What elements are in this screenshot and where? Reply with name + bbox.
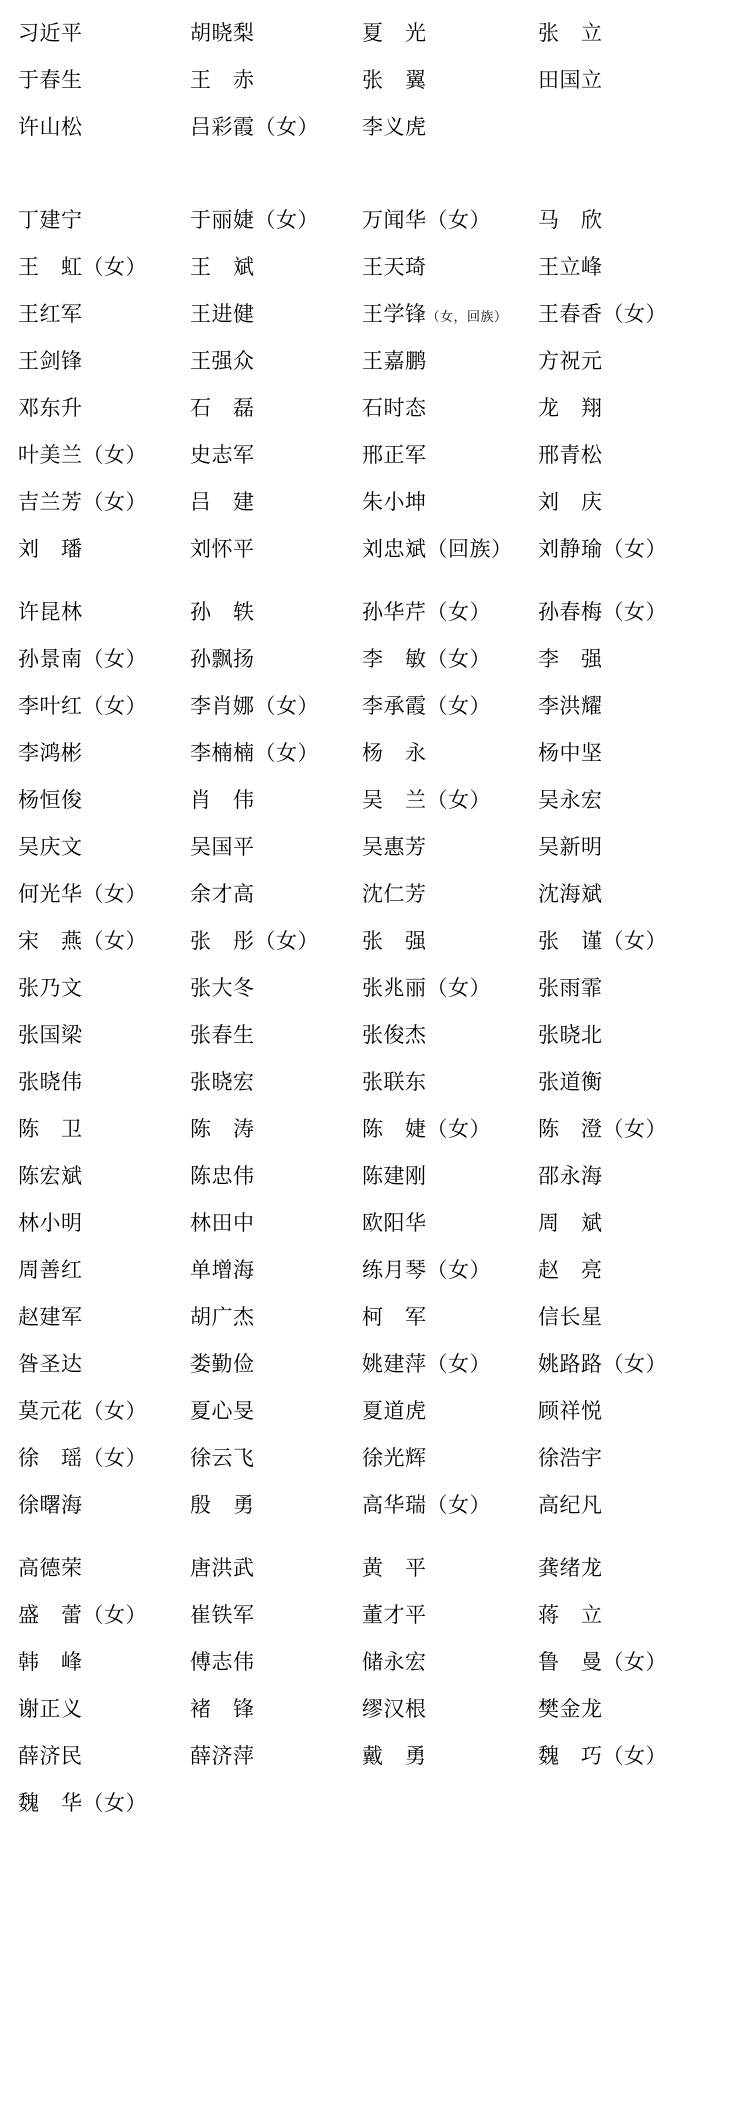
name-cell: 吴新明 (538, 835, 603, 859)
name-cell: 姚路路（女） (538, 1352, 667, 1376)
name-row (18, 1482, 732, 1529)
name-cell: 胡广杰 (190, 1305, 255, 1329)
name-cell: 张道衡 (538, 1070, 603, 1094)
name-cell: 昝圣达 (18, 1352, 83, 1376)
name-cell: 魏 巧（女） (538, 1744, 667, 1768)
name-cell: 王 斌 (190, 255, 255, 279)
name-cell: 蒋 立 (538, 1603, 603, 1627)
name-cell: 信长星 (538, 1305, 603, 1329)
name-cell: 李肖娜（女） (190, 694, 319, 718)
name-cell: 于春生 (18, 68, 83, 92)
name-cell: 崔铁军 (190, 1603, 255, 1627)
name-cell: 于丽婕（女） (190, 208, 319, 232)
name-row (18, 291, 732, 338)
name-cell: 夏 光 (362, 21, 427, 45)
name-cell: 张雨霏 (538, 976, 603, 1000)
name-cell: 刘 庆 (538, 490, 603, 514)
name-cell: 魏 华（女） (18, 1791, 147, 1815)
name-cell: 张兆丽（女） (362, 976, 491, 1000)
name-cell: 张 强 (362, 929, 427, 953)
name-cell: 徐曙海 (18, 1493, 83, 1517)
name-row (18, 1686, 732, 1733)
name-cell: 徐云飞 (190, 1446, 255, 1470)
name-cell: 丁建宁 (18, 208, 83, 232)
name-row (18, 824, 732, 871)
name-row (18, 1388, 732, 1435)
name-cell: 莫元花（女） (18, 1399, 147, 1423)
name-cell: 王进健 (190, 302, 255, 326)
name-cell: 徐浩宇 (538, 1446, 603, 1470)
name-cell: 吕彩霞（女） (190, 115, 319, 139)
name-cell: 张国梁 (18, 1023, 83, 1047)
name-row (18, 1294, 732, 1341)
name-cell: 张 立 (538, 21, 603, 45)
name-row (18, 1545, 732, 1592)
name-cell: 张联东 (362, 1070, 427, 1094)
name-cell: 褚 锋 (190, 1697, 255, 1721)
name-row (18, 1059, 732, 1106)
name-cell: 徐 瑶（女） (18, 1446, 147, 1470)
name-cell: 朱小坤 (362, 490, 427, 514)
name-cell: 姚建萍（女） (362, 1352, 491, 1376)
name-cell: 林小明 (18, 1211, 83, 1235)
name-cell: 张 翼 (362, 68, 427, 92)
name-row (18, 683, 732, 730)
name-cell: 高德荣 (18, 1556, 83, 1580)
name-cell: 薛济萍 (190, 1744, 255, 1768)
group-separator (18, 573, 732, 589)
name-cell: 黄 平 (362, 1556, 427, 1580)
name-cell: 谢正义 (18, 1697, 83, 1721)
name-cell: 王天琦 (362, 255, 427, 279)
name-cell: 王立峰 (538, 255, 603, 279)
name-cell: 孙飘扬 (190, 647, 255, 671)
name-cell: 鲁 曼（女） (538, 1650, 667, 1674)
name-cell: 许山松 (18, 115, 83, 139)
name-cell: 高纪凡 (538, 1493, 603, 1517)
name-row (18, 479, 732, 526)
name-cell: 沈仁芳 (362, 882, 427, 906)
name-cell: 顾祥悦 (538, 1399, 603, 1423)
name-cell: 夏心旻 (190, 1399, 255, 1423)
name-cell: 杨中坚 (538, 741, 603, 765)
name-cell: 王学锋（女，回族） (362, 302, 508, 326)
name-cell: 李叶红（女） (18, 694, 147, 718)
name-cell: 张春生 (190, 1023, 255, 1047)
name-cell: 龙 翔 (538, 396, 603, 420)
name-cell: 张乃文 (18, 976, 83, 1000)
name-cell: 唐洪武 (190, 1556, 255, 1580)
name-cell: 赵 亮 (538, 1258, 603, 1282)
name-row (18, 965, 732, 1012)
name-row (18, 777, 732, 824)
name-cell: 周 斌 (538, 1211, 603, 1235)
name-cell: 盛 蕾（女） (18, 1603, 147, 1627)
name-cell: 李洪耀 (538, 694, 603, 718)
group-separator (18, 151, 732, 197)
name-cell: 刘 璠 (18, 537, 83, 561)
name-cell: 董才平 (362, 1603, 427, 1627)
name-cell: 吴永宏 (538, 788, 603, 812)
name-cell: 史志军 (190, 443, 255, 467)
name-cell: 龚绪龙 (538, 1556, 603, 1580)
name-cell: 刘忠斌（回族） (362, 537, 513, 561)
name-cell: 李楠楠（女） (190, 741, 319, 765)
name-cell: 薛济民 (18, 1744, 83, 1768)
name-cell: 王红军 (18, 302, 83, 326)
name-cell: 沈海斌 (538, 882, 603, 906)
name-cell: 高华瑞（女） (362, 1493, 491, 1517)
name-cell: 赵建军 (18, 1305, 83, 1329)
name-cell: 石 磊 (190, 396, 255, 420)
name-cell: 石时态 (362, 396, 427, 420)
name-cell: 韩 峰 (18, 1650, 83, 1674)
name-cell: 宋 燕（女） (18, 929, 147, 953)
name-cell: 戴 勇 (362, 1744, 427, 1768)
name-cell: 陈宏斌 (18, 1164, 83, 1188)
name-cell: 陈 卫 (18, 1117, 83, 1141)
name-cell: 方祝元 (538, 349, 603, 373)
name-cell: 田国立 (538, 68, 603, 92)
name-row (18, 385, 732, 432)
name-cell: 吴国平 (190, 835, 255, 859)
name-cell: 吴 兰（女） (362, 788, 491, 812)
name-cell: 孙景南（女） (18, 647, 147, 671)
name-row (18, 871, 732, 918)
name-cell: 张晓北 (538, 1023, 603, 1047)
name-cell: 张大冬 (190, 976, 255, 1000)
name-cell: 王 赤 (190, 68, 255, 92)
name-row (18, 1153, 732, 1200)
name-group (18, 1545, 732, 1827)
name-row (18, 57, 732, 104)
name-cell: 傅志伟 (190, 1650, 255, 1674)
name-cell: 张晓宏 (190, 1070, 255, 1094)
name-cell: 杨恒俊 (18, 788, 83, 812)
name-row (18, 197, 732, 244)
name-cell: 储永宏 (362, 1650, 427, 1674)
name-cell: 习近平 (18, 21, 83, 45)
name-row (18, 10, 732, 57)
name-cell: 杨 永 (362, 741, 427, 765)
name-cell: 王 虹（女） (18, 255, 147, 279)
name-row (18, 730, 732, 777)
name-cell: 徐光辉 (362, 1446, 427, 1470)
name-cell: 王春香（女） (538, 302, 667, 326)
name-row (18, 1780, 732, 1827)
name-row (18, 1012, 732, 1059)
name-cell: 何光华（女） (18, 882, 147, 906)
name-cell: 李 敏（女） (362, 647, 491, 671)
name-row (18, 338, 732, 385)
name-cell: 许昆林 (18, 600, 83, 624)
name-cell: 吉兰芳（女） (18, 490, 147, 514)
name-cell: 陈 澄（女） (538, 1117, 667, 1141)
name-cell: 周善红 (18, 1258, 83, 1282)
name-cell: 肖 伟 (190, 788, 255, 812)
name-cell: 李承霞（女） (362, 694, 491, 718)
name-cell: 张 彤（女） (190, 929, 319, 953)
name-row (18, 104, 732, 151)
name-cell: 练月琴（女） (362, 1258, 491, 1282)
name-group (18, 10, 732, 151)
name-cell: 陈 婕（女） (362, 1117, 491, 1141)
annotation-note: （女，回族） (426, 310, 508, 325)
name-row (18, 589, 732, 636)
name-cell: 缪汉根 (362, 1697, 427, 1721)
name-cell: 李义虎 (362, 115, 427, 139)
name-cell: 吴惠芳 (362, 835, 427, 859)
name-row (18, 1592, 732, 1639)
name-row (18, 1639, 732, 1686)
name-cell: 邢正军 (362, 443, 427, 467)
roster-container (18, 10, 732, 1827)
name-cell: 王嘉鹏 (362, 349, 427, 373)
name-cell: 欧阳华 (362, 1211, 427, 1235)
name-row (18, 636, 732, 683)
name-row (18, 1247, 732, 1294)
name-row (18, 1435, 732, 1482)
group-separator (18, 1529, 732, 1545)
name-row (18, 432, 732, 479)
name-cell: 夏道虎 (362, 1399, 427, 1423)
name-cell: 孙春梅（女） (538, 600, 667, 624)
name-cell: 殷 勇 (190, 1493, 255, 1517)
name-cell: 张晓伟 (18, 1070, 83, 1094)
name-cell: 李鸿彬 (18, 741, 83, 765)
name-row (18, 244, 732, 291)
name-cell: 马 欣 (538, 208, 603, 232)
name-row (18, 1341, 732, 1388)
name-cell: 林田中 (190, 1211, 255, 1235)
name-row (18, 1106, 732, 1153)
name-cell: 陈忠伟 (190, 1164, 255, 1188)
name-row (18, 1200, 732, 1247)
name-row (18, 1733, 732, 1780)
name-group (18, 589, 732, 1529)
name-cell: 万闻华（女） (362, 208, 491, 232)
name-row (18, 526, 732, 573)
name-cell: 王剑锋 (18, 349, 83, 373)
name-cell: 张 谨（女） (538, 929, 667, 953)
name-cell: 吴庆文 (18, 835, 83, 859)
name-cell: 刘怀平 (190, 537, 255, 561)
name-cell: 孙 轶 (190, 600, 255, 624)
name-cell: 娄勤俭 (190, 1352, 255, 1376)
name-cell: 吕 建 (190, 490, 255, 514)
name-cell: 邵永海 (538, 1164, 603, 1188)
name-cell: 柯 军 (362, 1305, 427, 1329)
name-group (18, 197, 732, 573)
name-cell: 叶美兰（女） (18, 443, 147, 467)
name-row (18, 918, 732, 965)
name-cell: 樊金龙 (538, 1697, 603, 1721)
name-cell: 张俊杰 (362, 1023, 427, 1047)
name-cell: 王强众 (190, 349, 255, 373)
name-cell: 邓东升 (18, 396, 83, 420)
name-cell: 单增海 (190, 1258, 255, 1282)
name-cell: 胡晓梨 (190, 21, 255, 45)
name-cell: 刘静瑜（女） (538, 537, 667, 561)
name-cell: 余才高 (190, 882, 255, 906)
name-cell: 孙华芹（女） (362, 600, 491, 624)
name-cell: 陈 涛 (190, 1117, 255, 1141)
name-cell: 邢青松 (538, 443, 603, 467)
name-cell: 陈建刚 (362, 1164, 427, 1188)
name-cell: 李 强 (538, 647, 603, 671)
